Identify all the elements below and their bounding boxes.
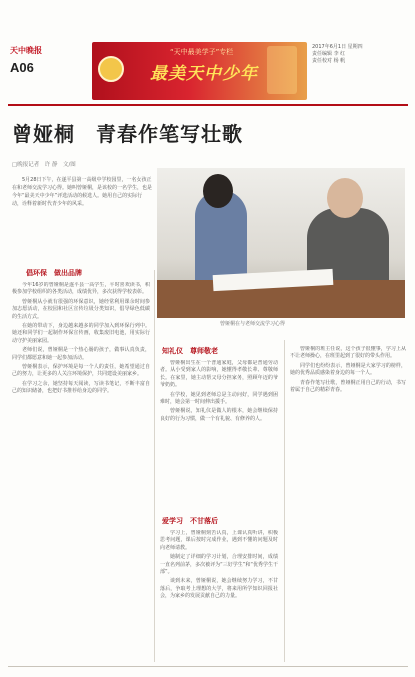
- col1-paragraph: 在她的带动下，身边越来越多的同学加入到环保行列中。她还和同学们一起制作环保宣传画，收集废旧电池，用实际行动守护美丽家园。: [12, 323, 150, 344]
- article-photo: [157, 168, 405, 318]
- col1-paragraph: 曾娅桐从小就有很强的环保意识，她经常利用课余时间参加志愿活动，在校园和社区宣传垃圾分类知识，倡导绿色低碳的生活方式。: [12, 298, 150, 320]
- meta-proofreader: 责任校对 杨 帆: [312, 58, 346, 64]
- lead-paragraph: 5月28日下午，在遂平县第一高级中学校园里，一名女孩正在和老师交流学习心得。她叫曾娅桐，是该校的一名学生，也是今年“最美天中少年”评选活动的候选人。她用自己的实际行动，诠释着新时代青少年的风采。: [12, 177, 153, 207]
- column-divider: [154, 270, 155, 662]
- col2-paragraph: 曾娅桐出生在一个普通家庭，父母都是普通劳动者。从小受到家人的影响，她懂得孝敬长辈、尊敬师长。在家里，她主动帮父母分担家务，照顾年迈的爷爷奶奶。: [160, 360, 278, 389]
- col4-paragraph: 曾娅桐的班主任说，这个孩子很懂事，学习上从不让老师操心，在班里起到了很好的带头作用。: [290, 346, 406, 360]
- photo-caption: 曾娅桐在与老师交流学习心得: [220, 321, 286, 327]
- col3-paragraph: 她制定了详细的学习计划，合理安排时间，成绩一直名列前茅，多次被评为“三好学生”和“优秀学生干部”。: [160, 554, 278, 576]
- article-column-3: [160, 530, 278, 662]
- section-title-etiquette: 知礼仪 尊师敬老: [162, 347, 218, 355]
- meta-date: 2017年6月1日 星期四: [312, 44, 363, 50]
- col1-paragraph: 在学习之余，她坚持每天阅读，写读书笔记，不断丰富自己的知识储备，也把好书推荐给身边的同学。: [12, 380, 150, 395]
- article-column-1: [12, 282, 150, 660]
- article-byline: □晚报记者 许 静 文/图: [12, 162, 76, 168]
- column-divider: [284, 340, 285, 662]
- article-column-4: [290, 346, 406, 662]
- section-title-study: 爱学习 不甘落后: [162, 517, 218, 525]
- article-lead: [12, 176, 152, 261]
- col2-paragraph: 在学校，她见到老师总是主动问好，同学遇到困难时，她会第一时间伸出援手。: [160, 391, 278, 406]
- meta-editor: 责任编辑 李 红: [312, 51, 346, 57]
- header-rule: [8, 104, 408, 106]
- emblem-icon: [98, 56, 124, 82]
- column-banner: [92, 42, 307, 100]
- col4-paragraph: 青春作笔写壮歌，曾娅桐正用自己的行动，书写着属于自己的精彩青春。: [290, 379, 406, 394]
- section-title-environment: 倡环保 做出品牌: [26, 269, 82, 277]
- col4-paragraph: 同学们也纷纷表示，曾娅桐是大家学习的榜样，她的优秀品质感染着身边的每一个人。: [290, 362, 406, 377]
- col3-paragraph: 谈到未来，曾娅桐说，她会继续努力学习，不甘落后，争取考上理想的大学，将来用所学知识回报社会，为家乡的发展贡献自己的力量。: [160, 578, 278, 600]
- article-column-2: [160, 360, 278, 510]
- col3-paragraph: 学习上，曾娅桐刻苦认真，上课认真听讲，积极思考问题，课后按时完成作业，遇到不懂的问题及时向老师请教。: [160, 530, 278, 551]
- article-headline: 曾娅桐 青春作笔写壮歌: [12, 122, 243, 146]
- banner-title: 最美天中少年: [150, 64, 258, 84]
- footer-rule: [8, 666, 408, 667]
- page-number: A06: [10, 60, 34, 75]
- page-meta: [312, 44, 410, 65]
- col2-paragraph: 曾娅桐说，知礼仪是做人的根本，她会继续保持良好的行为习惯，做一个有礼貌、有修养的人。: [160, 408, 278, 422]
- col1-paragraph: 老师们说，曾娅桐是一个热心肠的孩子，做事认真负责，同学们都愿意和她一起参加活动。: [12, 347, 150, 361]
- col1-paragraph: 今年16岁的曾娅桐是遂平县一高学生，平时喜欢读书，积极参加学校组织的各类活动，成绩优异，多次获得学校表彰。: [12, 282, 150, 296]
- paper-name: 天中晚报: [10, 46, 42, 55]
- col1-paragraph: 曾娅桐表示，保护环境是每一个人的责任，她希望通过自己的努力，让更多的人关注环境保护，共同建设美丽家乡。: [12, 364, 150, 378]
- flag-decoration: [267, 46, 297, 94]
- banner-subtitle: “天中最美学子”专栏: [170, 48, 234, 56]
